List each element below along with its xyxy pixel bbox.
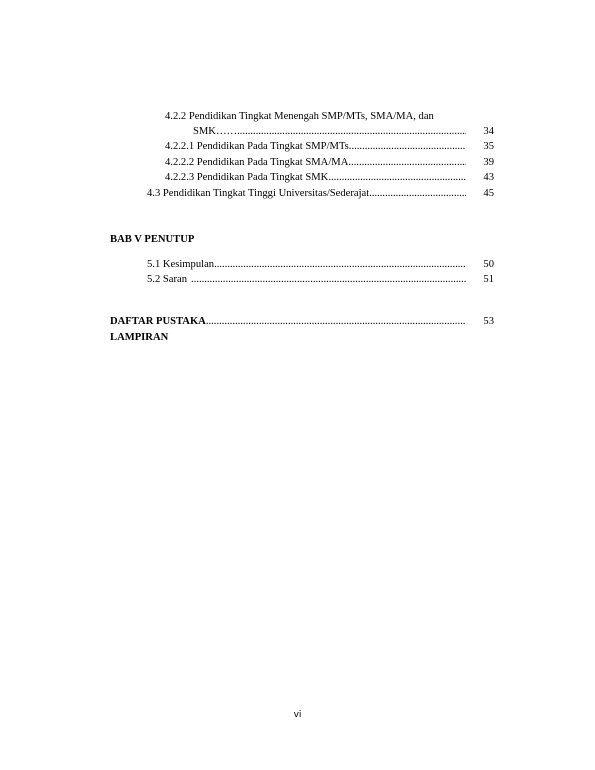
toc-entry-label: 5.1 Kesimpulan bbox=[147, 259, 215, 270]
toc-entry-4-2-2-3 bbox=[165, 171, 466, 184]
toc-entry-4-2-2-1 bbox=[165, 140, 466, 153]
toc-entry-label: 4.2.2.2 Pendidikan Pada Tingkat SMA/MA bbox=[165, 157, 349, 168]
toc-page-4-2-2: 34 bbox=[483, 126, 494, 137]
dot-leader bbox=[348, 156, 466, 169]
dot-leader bbox=[369, 187, 466, 200]
page-number-footer: vi bbox=[293, 710, 302, 720]
dot-leader bbox=[349, 140, 466, 153]
toc-entry-4-2-2-2 bbox=[165, 156, 466, 169]
dot-leader bbox=[214, 258, 466, 271]
toc-entry-4-2-2-continuation: SMK…… bbox=[193, 126, 238, 137]
toc-entry-lampiran: LAMPIRAN bbox=[110, 332, 169, 343]
toc-entry-label: DAFTAR PUSTAKA bbox=[110, 316, 206, 327]
dot-leader bbox=[206, 315, 466, 328]
toc-entry-4-3 bbox=[147, 187, 466, 200]
toc-entry-5-2 bbox=[147, 273, 466, 286]
toc-entry-daftar-pustaka bbox=[110, 315, 466, 328]
toc-entry-label: 4.2.2.1 Pendidikan Pada Tingkat SMP/MTs bbox=[165, 141, 349, 152]
toc-page-4-3: 45 bbox=[483, 188, 494, 199]
toc-page-4-2-2-2: 39 bbox=[483, 157, 494, 168]
toc-entry-label: 4.2.2.3 Pendidikan Pada Tingkat SMK bbox=[165, 172, 329, 183]
toc-page-daftar-pustaka: 53 bbox=[483, 316, 494, 327]
chapter-heading-bab-5: BAB V PENUTUP bbox=[110, 234, 195, 245]
toc-entry-5-1 bbox=[147, 258, 466, 271]
toc-entry-label: 5.2 Saran bbox=[147, 274, 188, 285]
toc-entry-4-2-2-line2 bbox=[193, 125, 466, 138]
toc-entry-label: 4.3 Pendidikan Tingkat Tinggi Universitas/Sederajat bbox=[147, 188, 370, 199]
toc-page-4-2-2-3: 43 bbox=[483, 172, 494, 183]
toc-page-4-2-2-1: 35 bbox=[483, 141, 494, 152]
toc-page-5-2: 51 bbox=[483, 274, 494, 285]
toc-page-5-1: 50 bbox=[483, 259, 494, 270]
toc-entry-4-2-2-line1: 4.2.2 Pendidikan Tingkat Menengah SMP/MTs, SMA/MA, dan bbox=[165, 111, 434, 122]
dot-leader bbox=[187, 273, 466, 286]
dot-leader bbox=[328, 171, 466, 184]
dot-leader bbox=[237, 125, 466, 138]
